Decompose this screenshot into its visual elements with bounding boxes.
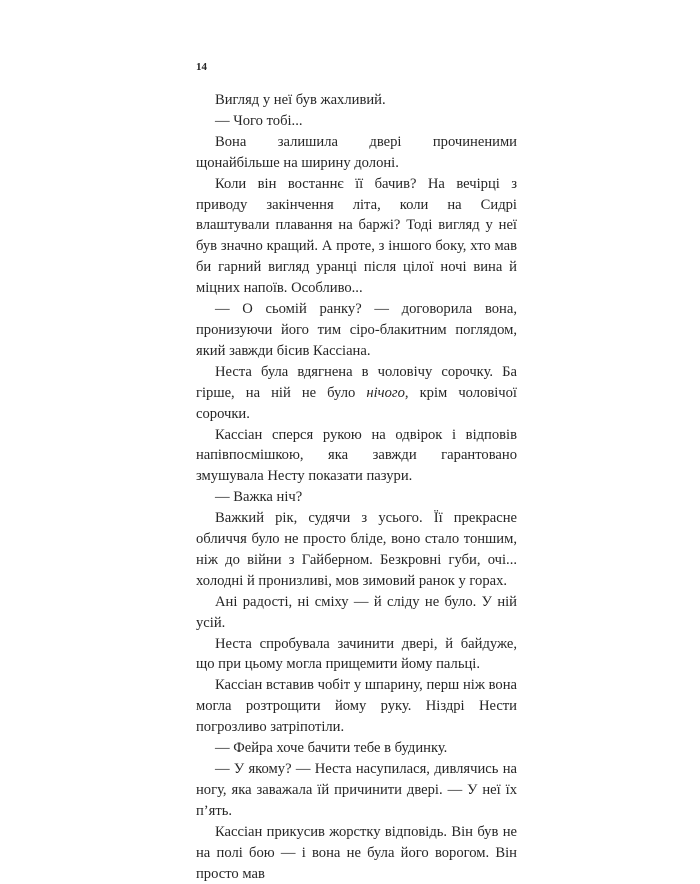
paragraph: Неста спробувала зачинити двері, й байдуже, що при цьому могла прищемити йому пальці. — [196, 635, 517, 673]
paragraph: — О сьомій ранку? — договорила вона, пронизуючи його тим сіро-блакитним поглядом, який завжди бісив Кассіана. — [196, 301, 517, 359]
paragraph: Вона залишила двері прочиненими щонайбільше на ширину долоні. — [196, 133, 517, 171]
paragraph: — Чого тобі... — [215, 112, 303, 129]
paragraph: Ані радості, ні сміху — й сліду не було. У ній усій. — [196, 593, 517, 631]
paragraph: — Важка ніч? — [215, 489, 303, 506]
paragraph: Вигляд у неї був жахливий. — [215, 92, 386, 108]
paragraph: Кассіан сперся рукою на одвірок і відповів напівпосмішкою, яка завжди гарантовано змушувала Несту показати пазури. — [196, 426, 517, 485]
emphasis-text: нічого — [366, 384, 405, 401]
paragraph: Важкий рік, судячи з усього. Її прекрасне обличчя було не просто бліде, воно стало тоншим, ніж до війни з Гайберном. Безкровні губи, очі... холодні й пронизливі, мов зимовий ранок у горах. — [196, 510, 517, 589]
paragraph: Коли він востаннє її бачив? На вечірці з приводу закінчення літа, коли на Сидрі влаштували плавання на баржі? Тоді вигляд у неї був значно кращий. А проте, з іншого боку, хто мав би гарний вигляд уранці після цілої ночі вина й міцних напоїв. Особливо... — [196, 175, 517, 297]
paragraph — [196, 362, 517, 425]
paragraph: — Фейра хоче бачити тебе в будинку. — [215, 740, 448, 757]
body-text — [196, 90, 517, 884]
paragraph: Кассіан вставив чобіт у шпарину, перш ніж вона могла розтрощити йому руку. Ніздрі Нести погрозливо затріпотіли. — [196, 677, 517, 736]
paragraph: — У якому? — Неста насупилася, дивлячись на ногу, яка заважала їй причинити двері. — У неї їх п’ять. — [196, 761, 517, 819]
paragraph: Кассіан прикусив жорстку відповідь. Він був не на полі бою — і вона не була його ворогом. Він просто мав — [196, 823, 517, 882]
paragraph-text: , крім чоловічої сорочки. — [196, 384, 517, 422]
page-number: 14 — [196, 61, 207, 73]
paragraph-text: Неста була вдягнена в чоловічу сорочку. Ба гірше, на ній не було — [196, 363, 517, 401]
